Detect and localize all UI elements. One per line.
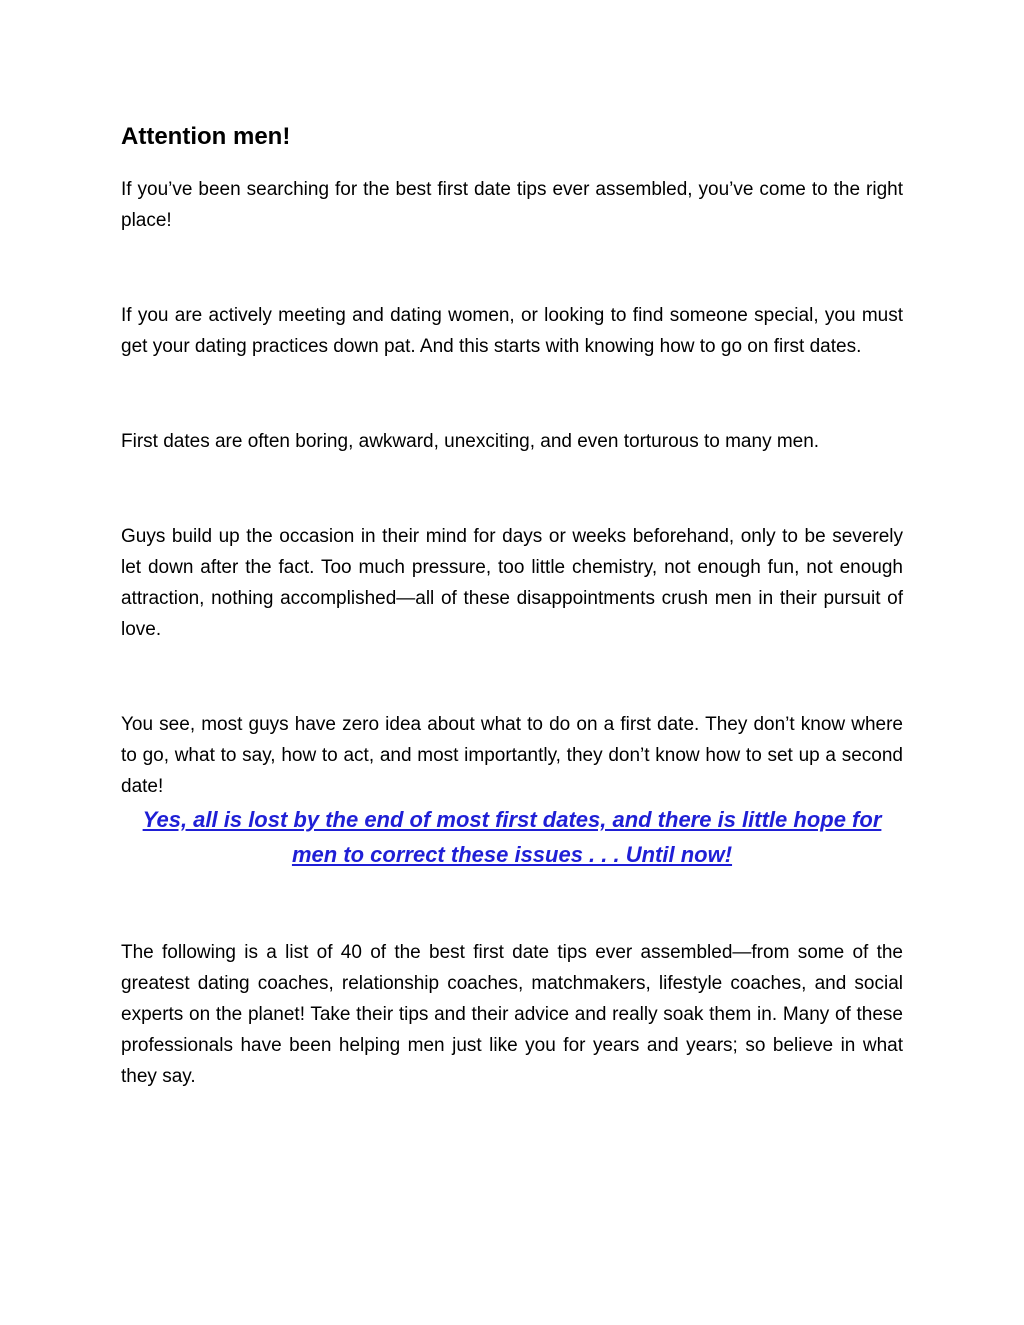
build-up-paragraph: Guys build up the occasion in their mind for days or weeks beforehand, only to be severely let down after the fact. Too much pressure, too little chemistry, not enough fun, not enough attraction, nothing accomplished—all of these disappointments crush men in their pursuit of love.: [121, 526, 903, 640]
dating-practices-paragraph: If you are actively meeting and dating women, or looking to find someone special, you must get your dating practices down pat. And this starts with knowing how to go on first dates.: [121, 305, 903, 357]
intro-paragraph: If you’ve been searching for the best first date tips ever assembled, you’ve come to the right place!: [121, 179, 903, 231]
closing-paragraph: The following is a list of 40 of the best first date tips ever assembled—from some of the greatest dating coaches, relationship coaches, matchmakers, lifestyle coaches, and social experts on the planet! Take their tips and their advice and really soak them in. Many of these professionals have been helping men just like you for years and years; so believe in what they say.: [121, 942, 903, 1087]
document-body: [121, 120, 903, 1092]
callout-link[interactable]: Yes, all is lost by the end of most first dates, and there is little hope for men to correct these issues . . . Until now!: [142, 807, 882, 867]
zero-idea-paragraph: You see, most guys have zero idea about what to do on a first date. They don’t know where to go, what to say, how to act, and most importantly, they don’t know how to set up a second date!: [121, 714, 903, 797]
first-dates-paragraph: First dates are often boring, awkward, unexciting, and even torturous to many men.: [121, 431, 820, 452]
page-title: Attention men!: [121, 123, 291, 150]
